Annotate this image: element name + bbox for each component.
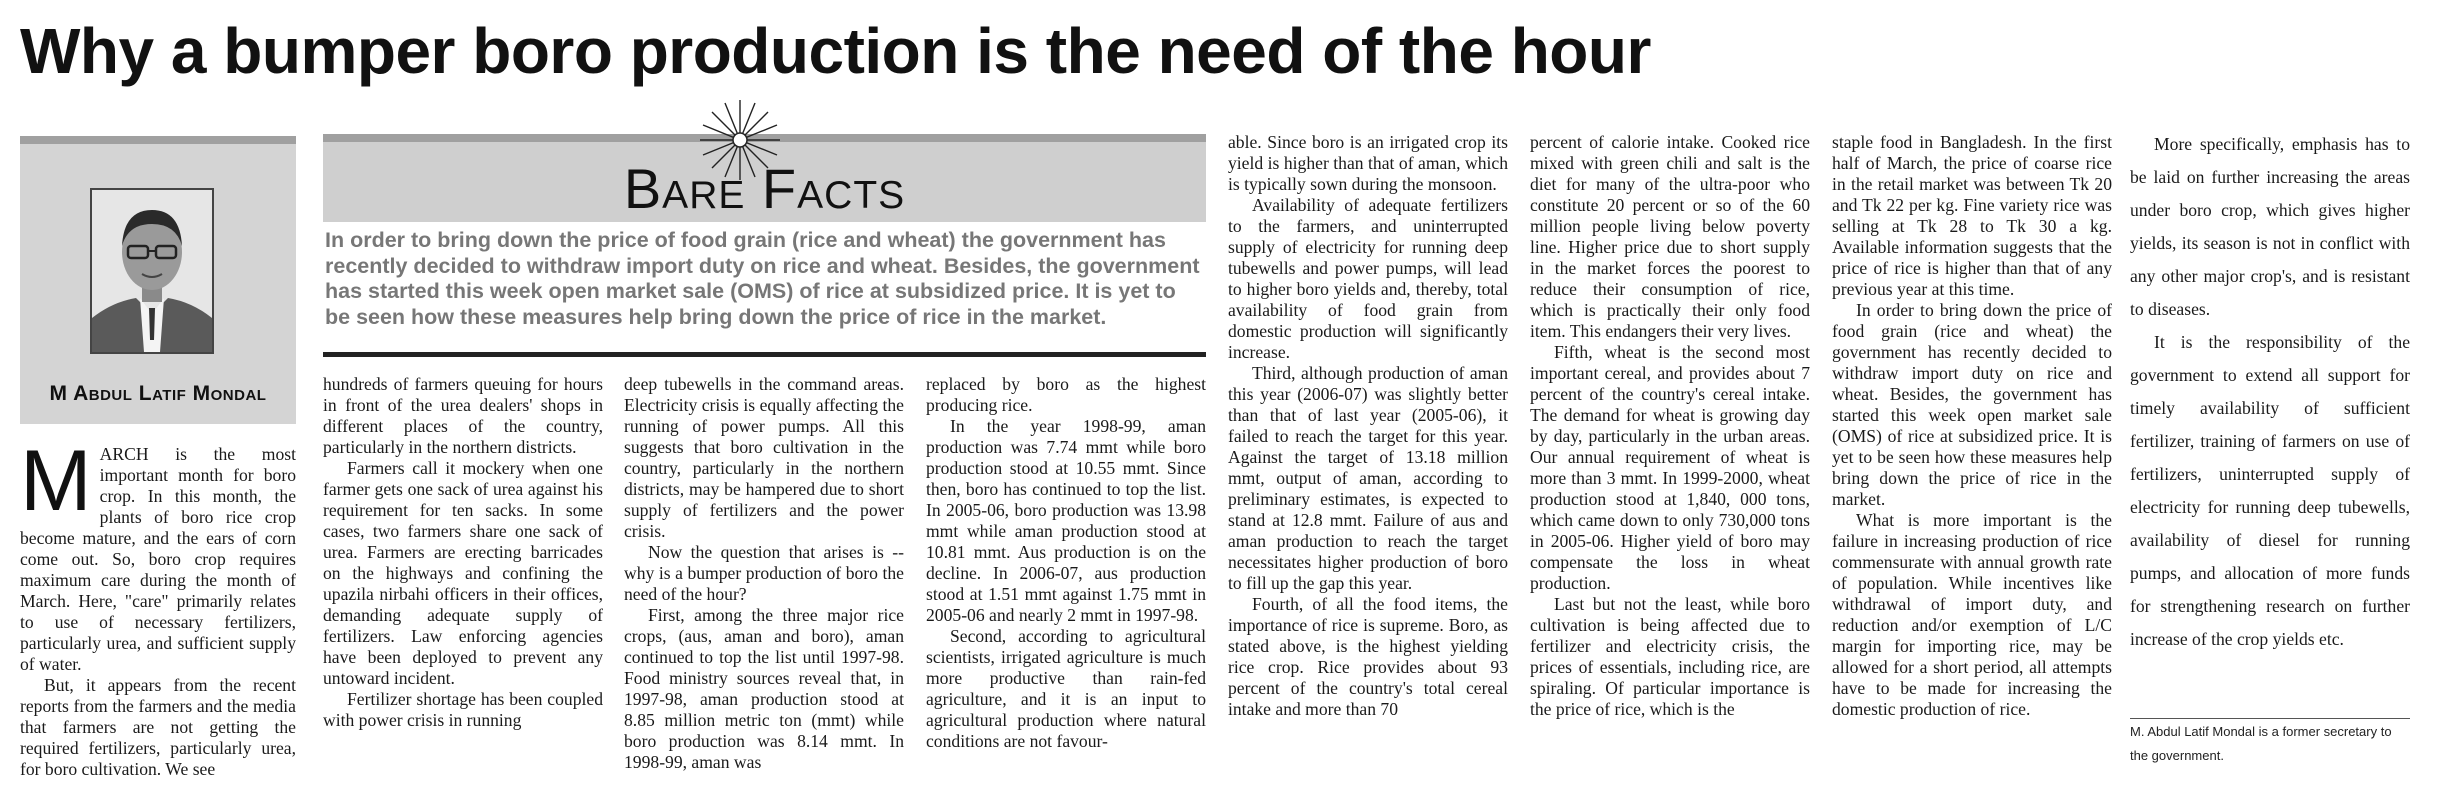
paragraph: Fertilizer shortage has been coupled with power crisis in running bbox=[323, 689, 603, 730]
article-column-5 bbox=[1228, 132, 1508, 720]
bare-facts-title: Bare Facts bbox=[623, 157, 906, 220]
bare-facts-intro: In order to bring down the price of food grain (rice and wheat) the government has recently decided to withdraw import duty on rice and wheat. Besides, the government has started this week open market sale (OMS) of rice at subsidized price. It is yet to be seen how these measures help bring down the price of rice in the market. bbox=[325, 228, 1200, 329]
paragraph: able. Since boro is an irrigated crop its yield is higher than that of aman, which is typically sown during the monsoon. bbox=[1228, 132, 1508, 194]
article-column-8 bbox=[2130, 128, 2410, 656]
starburst-icon bbox=[700, 100, 780, 180]
author-byline: M Abdul Latif Mondal bbox=[49, 382, 267, 405]
paragraph: But, it appears from the recent reports from the farmers and the media that farmers are not getting the required fertilizers, particularly urea, for boro cultivation. We see bbox=[20, 675, 296, 779]
paragraph: Second, according to agricultural scientists, irrigated agriculture is much more productive than rain-fed agriculture, and it is an input to agricultural production where natural conditions are not favour- bbox=[926, 626, 1206, 751]
paragraph: Fifth, wheat is the second most important cereal, and provides about 7 percent of the country's cereal intake. The demand for wheat is growing day by day, particularly in the urban areas. Our annual requirement of wheat is more than 3 mmt. In 1999-2000, wheat production stood at 1,840, 000 tons, which came down to only 730,000 tons in 2005-06. Higher yield of boro may compensate the loss in wheat production. bbox=[1530, 342, 1810, 593]
author-box bbox=[20, 136, 296, 424]
paragraph: Last but not the least, while boro cultivation is being affected due to fertilizer and electricity crisis, the prices of essentials, including rice, are spiraling. Of particular importance is the price of rice, which is the bbox=[1530, 594, 1810, 719]
dropcap: M bbox=[20, 433, 92, 529]
article-column-1 bbox=[20, 433, 296, 780]
article-column-3 bbox=[624, 374, 904, 773]
paragraph: percent of calorie intake. Cooked rice mixed with green chili and salt is the diet for many of the ultra-poor who constitute 20 percent or so of the 60 million people living below poverty line. Higher price due to short supply in the market forces the poorest to reduce their consumption of rice, which is practically their only food item. This endangers their very lives. bbox=[1530, 132, 1810, 341]
paragraph: More specifically, emphasis has to be laid on further increasing the areas under boro crop, which gives higher yields, its season is not in conflict with any other major crop's, and is resistant to diseases. bbox=[2130, 134, 2410, 319]
author-footnote: M. Abdul Latif Mondal is a former secretary to the government. bbox=[2130, 724, 2392, 763]
paragraph: Fourth, of all the food items, the importance of rice is supreme. Boro, as stated above, is the highest yielding rice crop. Rice provides about 93 percent of the country's total cereal intake and more than 70 bbox=[1228, 594, 1508, 719]
paragraph: What is more important is the failure in increasing production of rice commensurate with annual growth rate of population. While incentives like withdrawal of import duty, and reduction and/or exemption of L/C margin for importing rice, may be allowed for a short period, all attempts have to be made for increasing the domestic production of rice. bbox=[1832, 510, 2112, 719]
article-column-7 bbox=[1832, 132, 2112, 720]
paragraph: Availability of adequate fertilizers to the farmers, and uninterrupted supply of electricity for running deep tubewells and power pumps, will lead to higher boro yields and, thereby, total availability of food grain from domestic production will significantly increase. bbox=[1228, 195, 1508, 362]
paragraph: replaced by boro as the highest producing rice. bbox=[926, 374, 1206, 415]
article-column-4 bbox=[926, 374, 1206, 752]
paragraph: In the year 1998-99, aman production was 7.74 mmt while boro production stood at 10.55 mmt. Since then, boro has continued to top the list. In 2005-06, boro production was 13.98 mmt while aman production stood at 10.81 mmt. Aus production is on the decline. In 2006-07, aus production stood at 1.51 mmt against 1.75 mmt in 2005-06 and nearly 2 mmt in 1997-98. bbox=[926, 416, 1206, 625]
paragraph: Third, although production of aman this year (2006-07) was slightly better than that of last year (2005-06), it failed to reach the target for this year. Against the target of 13.18 million mmt, output of aman, according to preliminary estimates, is expected to stand at 12.8 mmt. Failure of aus and aman production to reach the target necessitates higher production of boro to fill up the gap this year. bbox=[1228, 363, 1508, 593]
author-photo bbox=[90, 188, 214, 354]
paragraph: Now the question that arises is -- why is a bumper production of boro the need of the hour? bbox=[624, 542, 904, 604]
author-portrait-icon bbox=[92, 190, 212, 352]
paragraph: staple food in Bangladesh. In the first half of March, the price of coarse rice in the retail market was between Tk 20 and Tk 22 per kg. Fine variety rice was selling at Tk 28 to Tk 30 a kg. Available information suggests that the price of rice is higher than that of any previous year at this time. bbox=[1832, 132, 2112, 299]
paragraph: First, among the three major rice crops, (aus, aman and boro), aman continued to top the list until 1997-98. Food ministry sources reveal that, in 1997-98, aman production stood at 8.85 million metric ton (mmt) while boro production was 8.14 mmt. In 1998-99, aman was bbox=[624, 605, 904, 772]
paragraph: ARCH is the most important month for boro crop. In this month, the plants of boro rice crop become mature, and the ears of corn come out. So, boro crop requires maximum care during the month of March. Here, "care" primarily relates to use of necessary fertilizers, particularly urea, and sufficient supply of water. bbox=[20, 444, 296, 674]
paragraph: deep tubewells in the command areas. Electricity crisis is equally affecting the running of power pumps. All this suggests that boro cultivation in the country, particularly in the northern districts, may be hampered due to short supply of fertilizers and the power crisis. bbox=[624, 374, 904, 541]
paragraph: It is the responsibility of the government to extend all support for timely availability of sufficient fertilizer, training of farmers on use of fertilizers, uninterrupted supply of electricity for running deep tubewells, availability of diesel for running pumps, and allocation of more funds for strengthening research on further increase of the crop yields etc. bbox=[2130, 332, 2410, 649]
footnote-divider bbox=[2130, 718, 2410, 719]
bare-facts-divider bbox=[323, 352, 1206, 357]
paragraph: In order to bring down the price of food grain (rice and wheat) the government has recently decided to withdraw import duty on rice and wheat. Besides, the government has started this week open market sale (OMS) of rice at subsidized price. It is yet to be seen how these measures help bring down the price of rice in the market. bbox=[1832, 300, 2112, 509]
article-column-6 bbox=[1530, 132, 1810, 720]
paragraph: Farmers call it mockery when one farmer gets one sack of urea against his requirement for ten sacks. In some cases, two farmers share one sack of urea. Farmers are erecting barricades on the highways and confining the upazila nirbahi officers in their offices, demanding adequate supply of fertilizers. Law enforcing agencies have been deployed to prevent any untoward incident. bbox=[323, 458, 603, 688]
paragraph: hundreds of farmers queuing for hours in front of the urea dealers' shops in different places of the country, particularly in the northern districts. bbox=[323, 374, 603, 457]
headline: Why a bumper boro production is the need of the hour bbox=[20, 15, 1651, 87]
article-column-2 bbox=[323, 374, 603, 731]
